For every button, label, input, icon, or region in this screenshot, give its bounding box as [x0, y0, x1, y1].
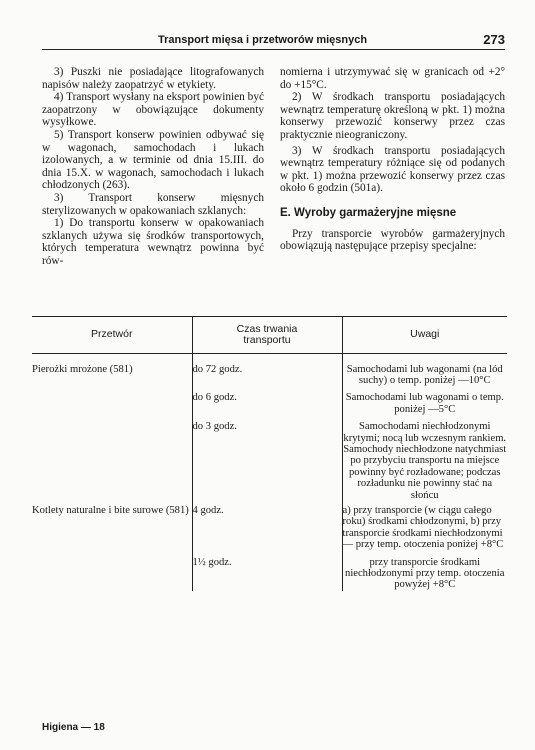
header-rule — [42, 49, 505, 50]
paragraph: 3) Puszki nie posiadające litografowanych napisów należy zaopatrzyć w etykiety. — [42, 66, 264, 91]
paragraph: 4) Transport wysłany na eksport powinien być zaopatrzony w obowiązujące dokumenty wysyłkowe. — [42, 91, 264, 129]
table-cell: Samochodami lub wagonami o temp. poniżej —5°C — [345, 392, 504, 415]
table-header: Czas trwania transportu — [192, 317, 342, 354]
table-row — [32, 505, 507, 557]
paragraph: 3) W środkach transportu posiadających wewnątrz temperatury różniące się od podanych w pkt. 1) można przewozić konserwy przez czas około 6 godzin (501a). — [280, 144, 505, 195]
section-heading: E. Wyroby garmażeryjne mięsne — [280, 206, 457, 219]
paragraph: 5) Transport konserw powinien odbywać się w wagonach, samochodach i lukach izolowanych, a w terminie od dnia 15.III. do dnia 15.X. w wagonach, samochodach i lukach chłodzonych (263). — [42, 128, 264, 192]
table-cell: do 72 godz. — [192, 364, 342, 393]
right-column — [280, 66, 505, 253]
table-header: Przetwór — [32, 317, 192, 354]
table-cell: a) przy transporcie (w ciągu całego roku) środkami chłodzonymi, b) przy transporcie środkami niechłodzonymi — przy temp. otoczenia poniżej +8°C — [342, 504, 504, 551]
running-header: Transport mięsa i przetworów mięsnych — [158, 34, 368, 46]
footer-signature: Higiena — 18 — [42, 722, 105, 733]
table-cell: do 3 godz. — [192, 421, 342, 505]
paragraph: Przy transporcie wyrobów garmażeryjnych obowiązują następujące przepisy specjalne: — [280, 227, 505, 253]
table-cell — [32, 557, 192, 591]
paragraph-continuation: nomierna i utrzymywać się w granicach od +2° do +15°C. — [280, 66, 505, 91]
table-row — [32, 392, 507, 421]
paragraph: 3) Transport konserw mięsnych sterylizowanych w opakowaniach szklanych: — [42, 191, 264, 217]
table-cell: 1½ godz. — [192, 557, 342, 591]
table-cell: przy transporcie środkami niechłodzonymi przy temp. otoczenia powyżej +8°C — [345, 556, 505, 591]
table-row — [32, 557, 507, 591]
transport-table — [32, 316, 507, 591]
page-number: 273 — [483, 32, 505, 47]
table-row — [32, 364, 507, 393]
table-cell — [32, 392, 192, 421]
table-cell: Kotlety naturalne i bite surowe (581) — [32, 504, 189, 516]
table-cell — [32, 421, 192, 505]
table-row — [32, 421, 507, 505]
paragraph: 1) Do transportu konserw w opakowaniach szklanych używa się środków transportowych, których temperatura wewnątrz powinna być rów- — [42, 217, 264, 267]
table-cell: Samochodami lub wagonami (na lód suchy) o temp. poniżej —10°C — [346, 363, 503, 386]
table-cell: do 6 godz. — [192, 392, 342, 421]
left-column — [42, 66, 264, 268]
table-cell: Pierożki mrożone (581) — [32, 363, 133, 375]
table-header: Uwagi — [342, 317, 507, 354]
table-cell: 4 godz. — [192, 505, 342, 557]
paragraph: 2) W środkach transportu posiadających wewnątrz temperaturę określoną w pkt. 1) można konserwy przewozić konserwy przez czas praktycznie nieograniczony. — [280, 91, 505, 141]
table-cell: Samochodami niechłodzonymi krytymi; nocą lub wczesnym rankiem. Samochody niechłodzone natychmiast po przybyciu transportu na miejsce powinny być rozładowane; podczas rozładunku nie powinny stać na słońcu — [343, 421, 507, 501]
